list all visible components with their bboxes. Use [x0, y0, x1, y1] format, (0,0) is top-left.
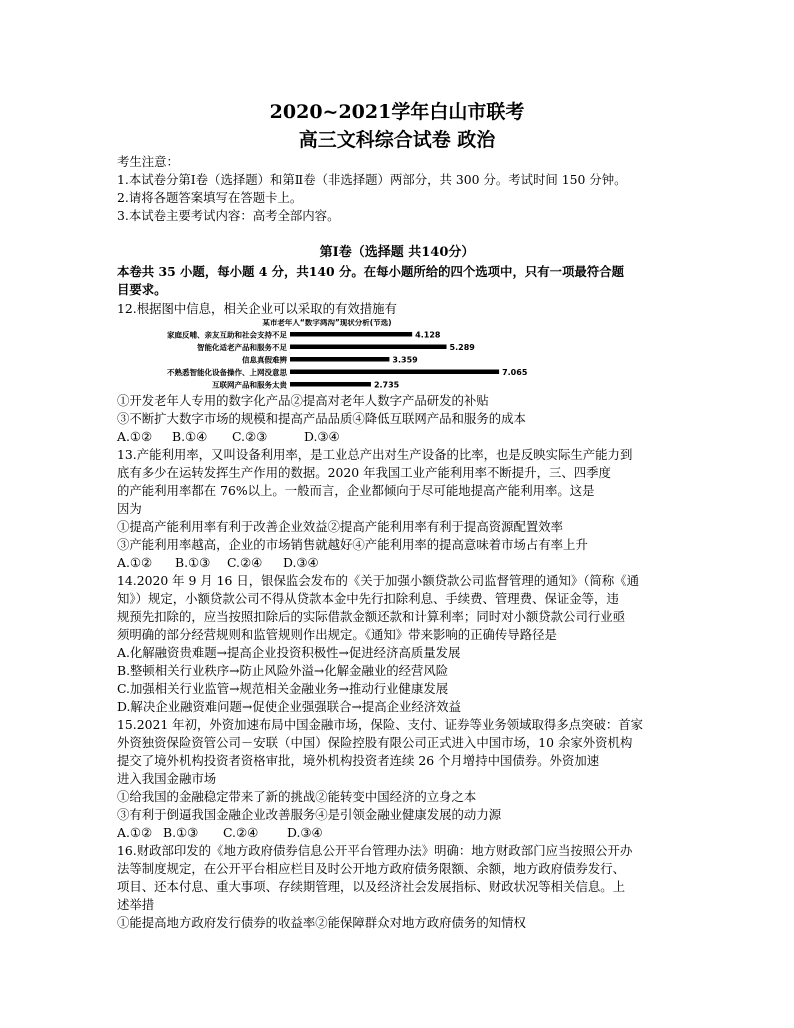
- chart-category-label: 不熟悉智能化设备操作、上网没意思: [167, 367, 287, 377]
- question-13-stem: 13.产能利用率，又叫设备利用率，是工业总产出对生产设备的比率，也是反映实际生产能力到: [117, 447, 633, 462]
- question-14-choice-c: C.加强相关行业监管→规范相关金融业务→推动行业健康发展: [117, 681, 449, 696]
- section-title: 第Ⅰ卷（选择题 共140分）: [319, 245, 475, 260]
- question-16-stem: 16.财政部印发的《地方政府债券信息公开平台管理办法》明确：地方财政部门应当按照公开办: [117, 843, 633, 858]
- option-d: D.③④: [287, 825, 323, 840]
- exam-title: 2020~2021学年白山市联考: [269, 101, 525, 123]
- chart-category-label: 互联网产品和服务太贵: [212, 380, 287, 390]
- option-c: C.②③: [232, 429, 268, 444]
- question-15-stem: 15.2021 年初，外资加速布局中国金融市场，保险、支付、证券等业务领域取得多点突破：首家: [117, 717, 644, 732]
- chart-bar: [290, 357, 389, 362]
- question-13-stem: 因为: [117, 501, 142, 516]
- question-13-statement: ③产能利用率越高，企业的市场销售就越好④产能利用率的提高意味着市场占有率上升: [117, 537, 588, 552]
- section-description: 目要求。: [117, 282, 167, 297]
- question-13-options: [117, 554, 697, 572]
- chart-category-label: 家庭反哺、亲友互助和社会支持不足: [167, 330, 287, 340]
- notice-line: 2.请将各题答案填写在答题卡上。: [117, 190, 303, 205]
- option-d: D.③④: [304, 429, 340, 444]
- question-15-statement: ①给我国的金融稳定带来了新的挑战②能转变中国经济的立身之本: [117, 789, 477, 804]
- option-a: A.①②: [117, 555, 153, 570]
- option-a: A.①②: [117, 825, 153, 840]
- chart-value-label: 7.065: [502, 367, 528, 377]
- option-d: D.③④: [283, 555, 319, 570]
- chart-value-label: 3.359: [392, 355, 418, 365]
- question-12-statement: ③不断扩大数字市场的规模和提高产品品质④降低互联网产品和服务的成本: [117, 411, 526, 426]
- option-b: B.①③: [175, 555, 211, 570]
- question-12-options: [117, 428, 697, 446]
- notice-line: 3.本试卷主要考试内容：高考全部内容。: [117, 208, 340, 223]
- question-15-stem: 进入我国金融市场: [117, 771, 217, 786]
- notice-header: 考生注意：: [117, 154, 179, 169]
- question-16-stem: 项目、还本付息、重大事项、存续期管理，以及经济社会发展指标、财政状况等相关信息。上: [117, 879, 626, 894]
- chart-title: 某市老年人“数字鸿沟”现状分析(节选): [262, 319, 392, 327]
- question-15-stem: 提交了境外机构投资者资格审批，境外机构投资者连续 26 个月增持中国债券。外资加速: [117, 753, 600, 768]
- chart-bar: [290, 345, 447, 350]
- question-14-stem: 14.2020 年 9 月 16 日，银保监会发布的《关于加强小额贷款公司监督管理的通知》（简称《通: [117, 573, 640, 588]
- chart-value-label: 4.128: [415, 330, 441, 340]
- question-14-stem: 知》）规定，小额贷款公司不得从贷款本金中先行扣除利息、手续费、管理费、保证金等，违: [117, 591, 619, 606]
- section-description: 本卷共 35 小题，每小题 4 分，共140 分。在每小题所给的四个选项中，只有一项最符合题: [117, 264, 624, 279]
- question-16-statement: ①能提高地方政府发行债券的收益率②能保障群众对地方政府债务的知情权: [117, 915, 526, 930]
- question-13-stem: 的产能利用率都在 76%以上。一般而言，企业都倾向于尽可能地提高产能利用率。这是: [117, 483, 595, 498]
- question-15-statement: ③有利于倒逼我国金融企业改善服务④是引领金融业健康发展的动力源: [117, 807, 502, 822]
- option-b: B.①③: [163, 825, 199, 840]
- question-16-stem: 法等制度规定，在公开平台相应栏目及时公开地方政府债务限额、余额，地方政府债券发行、: [117, 861, 626, 876]
- chart-bar: [290, 332, 412, 337]
- chart-category-label: 信息真假难辨: [242, 355, 287, 365]
- question-15-stem: 外资独资保险资管公司－安联（中国）保险控股有限公司正式进入中国市场，10 余家外资机构: [117, 735, 633, 750]
- option-a: A.①②: [117, 429, 153, 444]
- question-14-choice-d: D.解决企业融资难问题→促使企业强强联合→提高企业经济效益: [117, 699, 461, 714]
- option-b: B.①④: [172, 429, 208, 444]
- question-14-choice-b: B.整顿相关行业秩序→防止风险外溢→化解金融业的经营风险: [117, 663, 449, 678]
- chart-category-label: 智能化适老产品和服务不足: [197, 342, 287, 352]
- notice-line: 1.本试卷分第Ⅰ卷（选择题）和第Ⅱ卷（非选择题）两部分，共 300 分。考试时间 150 分钟。: [117, 172, 627, 187]
- question-14-stem: 须明确的部分经营规则和监管规则作出规定。《通知》带来影响的正确传导路径是: [117, 627, 557, 642]
- question-16-stem: 述举措: [117, 897, 155, 912]
- question-13-statement: ①提高产能利用率有利于改善企业效益②提高产能利用率有利于提高资源配置效率: [117, 519, 564, 534]
- chart-bar: [290, 370, 499, 375]
- question-14-choice-a: A.化解融资贵难题→提高企业投资积极性→促进经济高质量发展: [117, 645, 461, 660]
- question-12-statement: ①开发老年人专用的数字化产品②提高对老年人数字产品研发的补贴: [117, 393, 489, 408]
- question-12-stem: 12.根据图中信息，相关企业可以采取的有效措施有: [117, 301, 397, 316]
- option-c: C.②④: [223, 825, 259, 840]
- question-14-stem: 规预先扣除的，应当按照扣除后的实际借款金额还款和计算利率；同时对小额贷款公司行业亟: [117, 609, 626, 624]
- chart-value-label: 2.735: [373, 380, 400, 390]
- exam-subtitle: 高三文科综合试卷 政治: [298, 129, 496, 151]
- question-15-options: [117, 824, 697, 842]
- option-c: C.②④: [227, 555, 263, 570]
- chart-bar: [290, 382, 371, 387]
- bar-chart-svg: [117, 319, 547, 391]
- chart-value-label: 5.289: [449, 342, 475, 352]
- question-13-stem: 底有多少在运转发挥生产作用的数据。2020 年我国工业产能利用率不断提升，三、四季度: [117, 465, 611, 480]
